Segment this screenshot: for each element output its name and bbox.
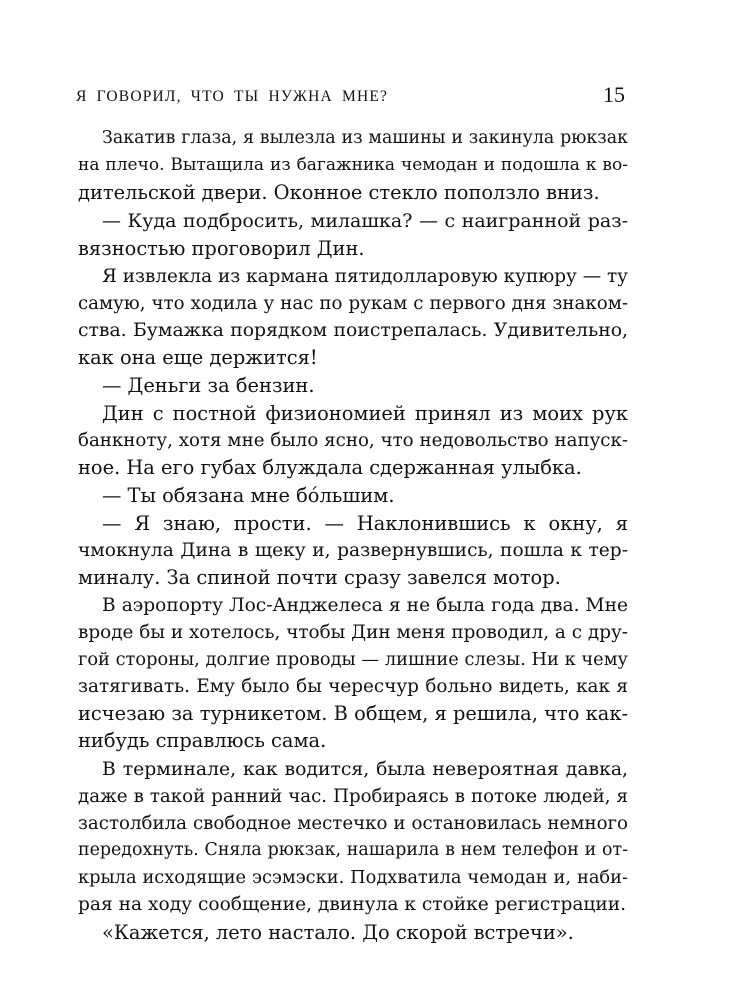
- text-line: банкноту, хотя мне было ясно, что недовольство напуск-: [78, 430, 628, 451]
- text-line: чмокнула Дина в щеку и, развернувшись, пошла к тер-: [78, 540, 628, 561]
- text-line: — Я знаю, прости. — Наклонившись к окну, я: [102, 512, 628, 535]
- text-line: нибудь справлюсь сама.: [78, 729, 327, 752]
- text-line: Я извлекла из кармана пятидолларовую купюру — ту: [102, 266, 628, 287]
- text-line: дительской двери. Оконное стекло поползло вниз.: [78, 181, 600, 204]
- text-line: В аэропорту Лос-Анджелеса я не была года два. Мне: [102, 595, 628, 616]
- text-line: на плечо. Вытащила из багажника чемодан и подошла к во-: [78, 155, 628, 175]
- text-line: крыла исходящие эсэмэски. Подхватила чемодан и, наби-: [78, 867, 628, 888]
- text-line: самую, что ходила у нас по рукам с первого дня знаком-: [78, 293, 628, 314]
- text-line: рая на ходу сообщение, двинула к стойке регистрации.: [78, 894, 627, 915]
- text-line: как она еще держится!: [78, 346, 318, 369]
- text-line: В терминале, как водится, была невероятная давка,: [102, 759, 628, 780]
- text-line: «Кажется, лето настало. До скорой встречи».: [102, 921, 574, 944]
- text-line: исчезаю за турникетом. В общем, я решила, что как-: [78, 702, 628, 725]
- text-line: ства. Бумажка порядком поистрепалась. Удивительно,: [78, 320, 628, 341]
- text-line: даже в такой ранний час. Пробираясь в потоке людей, я: [78, 786, 628, 807]
- text-line: — Куда подбросить, милашка? — с наигранной раз-: [102, 210, 628, 232]
- text-line: гой стороны, долгие проводы — лишние слезы. Ни к чему: [78, 649, 628, 670]
- running-title: Я ГОВОРИЛ, ЧТО ТЫ НУЖНА МНЕ?: [76, 88, 389, 105]
- text-line: — Ты обязана мне бóльшим.: [102, 484, 395, 507]
- text-line: Закатив глаза, я вылезла из машины и закинула рюкзак: [102, 128, 628, 148]
- text-line: Дин с постной физиономией принял из моих рук: [102, 402, 628, 425]
- text-line: — Деньги за бензин.: [102, 374, 315, 397]
- text-line: миналу. За спиной почти сразу завелся мотор.: [78, 566, 561, 589]
- text-line: затягивать. Ему было бы чересчур больно видеть, как я: [78, 676, 628, 697]
- text-line: застолбила свободное местечко и остановилась немного: [78, 813, 628, 834]
- text-line: ное. На его губах блуждала сдержанная улыбка.: [78, 456, 582, 479]
- page-number: 15: [603, 82, 625, 107]
- text-line: вроде бы и хотелось, чтобы Дин меня проводил, а с дру-: [78, 622, 628, 643]
- text-line: передохнуть. Сняла рюкзак, нашарила в нем телефон и от-: [78, 840, 628, 860]
- text-line: вязностью проговорил Дин.: [78, 237, 365, 260]
